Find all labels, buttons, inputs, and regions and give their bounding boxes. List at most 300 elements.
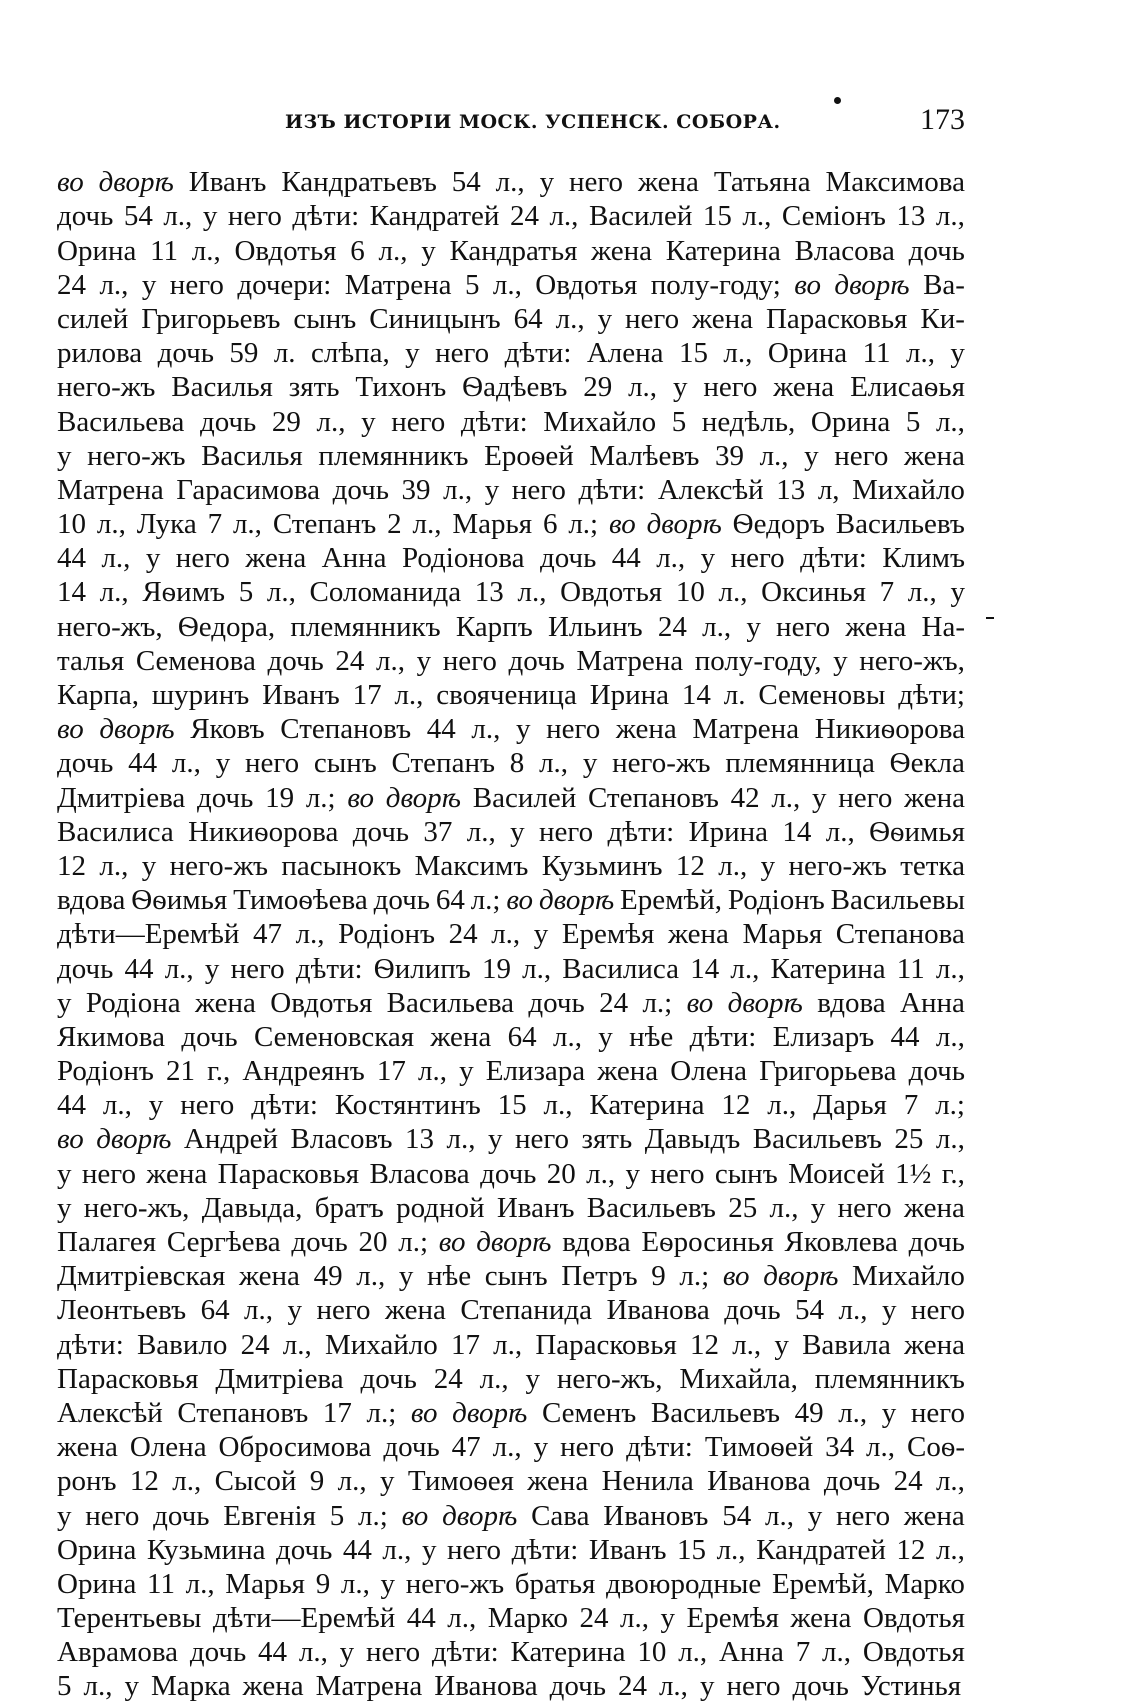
word: у	[148, 1089, 164, 1122]
word: жена	[615, 713, 677, 746]
word: дворѣ	[538, 884, 615, 917]
word: шуринъ	[151, 679, 250, 711]
word: 44	[57, 542, 86, 575]
word: л.,	[730, 952, 760, 985]
word: Максимъ	[414, 849, 529, 882]
word: жена	[195, 986, 256, 1019]
word: 5	[57, 1670, 72, 1703]
word: л.,	[678, 1636, 708, 1669]
word: Орина	[810, 405, 891, 438]
word: жена	[904, 1328, 965, 1361]
word: Степанида	[460, 1294, 592, 1327]
word: у	[339, 1636, 355, 1669]
word: него	[169, 268, 224, 301]
word: него	[446, 1533, 502, 1566]
word: жена	[527, 1465, 589, 1498]
word: Иванъ	[588, 1533, 667, 1566]
word: Соѳ-	[907, 1431, 965, 1464]
word: л.,	[298, 1636, 328, 1669]
text-line	[57, 949, 965, 983]
text-line	[57, 813, 965, 847]
word: л.,	[586, 1157, 616, 1190]
word: Парасковья	[765, 302, 908, 335]
body-text	[57, 163, 965, 1701]
word: л.,	[935, 1465, 965, 1498]
word: Иванова	[707, 1465, 811, 1498]
word: Палагея	[57, 1226, 157, 1258]
word: Марья	[742, 918, 823, 951]
word: Ирина	[589, 679, 670, 711]
word: Еремѣя	[561, 918, 655, 951]
word: 54	[722, 1499, 752, 1532]
word: у	[202, 200, 218, 233]
word: жена	[239, 1260, 300, 1293]
word: Евгенія	[223, 1499, 316, 1532]
word: дочь	[57, 200, 114, 233]
word: племянница	[725, 747, 875, 780]
word: 47	[252, 918, 282, 951]
word: л.,	[522, 952, 552, 985]
word: него	[180, 1089, 235, 1122]
word: него-жъ,	[83, 1191, 190, 1224]
word: л.,	[658, 1670, 688, 1703]
word: у	[746, 610, 761, 643]
text-line	[57, 231, 965, 265]
word: Кандратья	[449, 234, 578, 267]
text-line	[57, 984, 965, 1018]
text-line	[57, 778, 965, 812]
word: Оксинья	[761, 576, 866, 609]
text-line	[57, 163, 965, 197]
word: 24	[657, 610, 687, 643]
word: На-	[921, 610, 965, 643]
word: Родіона	[85, 986, 181, 1019]
word: л.,	[759, 439, 789, 472]
word: него	[625, 302, 680, 335]
text-line	[57, 1496, 965, 1530]
word: 44	[258, 1636, 288, 1669]
word: сынъ	[484, 1260, 548, 1293]
word: Еремѣй,	[771, 1567, 874, 1600]
word: 15	[678, 337, 708, 370]
word: л.	[723, 679, 746, 711]
word: у	[625, 1157, 640, 1190]
word: 11	[147, 1567, 175, 1600]
word: него-жъ,	[859, 644, 965, 677]
text-line	[57, 1325, 965, 1359]
word: у	[124, 1670, 139, 1703]
word: л.,	[479, 1362, 509, 1395]
word: жена	[637, 166, 699, 199]
word: у	[57, 439, 72, 472]
word: 44	[890, 1020, 920, 1053]
text-line	[57, 1257, 965, 1291]
word: л.,	[493, 1328, 523, 1361]
word: него	[726, 1670, 781, 1703]
word: 8	[509, 747, 525, 780]
word: Овдотья	[862, 1636, 965, 1669]
word: Яѳимъ	[142, 576, 226, 609]
word: л.,	[628, 371, 658, 404]
word: л.,	[822, 1636, 852, 1669]
word: дѣти:	[607, 815, 675, 848]
word: у	[812, 781, 827, 814]
word: Ва-	[923, 268, 965, 301]
text-line	[57, 642, 965, 676]
word: 14	[782, 815, 812, 848]
word: у	[881, 1396, 897, 1429]
word: дочь	[908, 234, 965, 267]
word: л.,	[620, 1602, 649, 1635]
word: л.,	[96, 508, 126, 541]
word: 11	[862, 337, 891, 370]
word: 54	[795, 1294, 825, 1327]
word: л.,	[838, 1294, 868, 1327]
word: л.,	[905, 337, 935, 370]
word: у	[361, 405, 376, 438]
word: 9	[315, 1567, 331, 1600]
word: Василиса	[562, 952, 679, 985]
word: у	[487, 1123, 503, 1156]
word: во	[57, 713, 84, 746]
word: дворѣ	[727, 986, 803, 1019]
word: 44	[611, 542, 641, 575]
word: 10	[637, 1636, 667, 1669]
word: Степановъ	[587, 781, 719, 814]
text-line	[57, 1565, 965, 1599]
word: л.,	[282, 1328, 312, 1361]
word: Елисаѳья	[850, 371, 965, 404]
word: во	[794, 268, 821, 301]
word: во	[401, 1499, 429, 1532]
word: у	[833, 644, 848, 677]
word: жена	[591, 234, 653, 267]
word: Степановъ	[280, 713, 412, 746]
word: л.,	[764, 1499, 794, 1532]
word: Михайла,	[679, 1362, 798, 1395]
word: 64	[435, 884, 465, 917]
word: 14	[57, 576, 86, 609]
word: него	[730, 542, 785, 575]
word: Якимова	[57, 1020, 165, 1053]
word: 10	[57, 508, 86, 541]
word: 24	[599, 986, 629, 1019]
word: жена	[57, 1431, 118, 1464]
text-line	[57, 402, 965, 436]
word: Семеновская	[253, 1020, 415, 1053]
word: Орина	[57, 1533, 137, 1566]
word: л.;	[568, 508, 599, 541]
word: л.,	[866, 1431, 896, 1464]
word: 49	[794, 1396, 824, 1429]
word: дѣти:	[626, 1431, 693, 1464]
word: Парасковья	[217, 1157, 360, 1190]
word: л.,	[723, 337, 753, 370]
word: него-жъ	[612, 747, 711, 780]
word: Родіонова	[401, 542, 525, 575]
word: у	[416, 644, 432, 677]
word: дворѣ	[834, 268, 910, 301]
word: 12	[896, 1533, 926, 1566]
word: него	[703, 371, 758, 404]
word: него	[442, 644, 497, 677]
word: л.,	[935, 405, 965, 438]
word: Анна	[719, 1636, 784, 1669]
word: г.,	[941, 1157, 965, 1190]
word: 12	[675, 849, 705, 882]
word: 54	[451, 166, 481, 199]
word: 7	[903, 1089, 919, 1122]
word: дѣти;	[898, 679, 965, 711]
word: у	[700, 542, 716, 575]
word: Ки-	[920, 302, 965, 335]
word: него-жъ	[57, 371, 156, 404]
word: нѣе	[629, 1020, 674, 1053]
word: него	[546, 713, 601, 746]
word: нѣе	[426, 1260, 472, 1293]
word: полу-году,	[694, 644, 822, 677]
word: Костянтинъ	[334, 1089, 481, 1122]
word: у	[597, 302, 613, 335]
word: у	[204, 952, 220, 985]
word: л.,	[244, 1294, 274, 1327]
word: л.,	[418, 1055, 448, 1088]
word: Давыдъ	[644, 1123, 741, 1156]
word: дѣти:	[800, 542, 867, 575]
word: жена	[903, 439, 965, 472]
word: него-жъ,	[57, 610, 163, 643]
word: Кузьмина	[146, 1533, 266, 1566]
word: л.,	[825, 815, 855, 848]
word: рилова	[57, 337, 143, 370]
word: у	[699, 1670, 715, 1703]
word: него	[316, 1294, 371, 1327]
word: силей	[57, 302, 129, 335]
word: дворѣ	[442, 1499, 518, 1532]
text-line	[57, 1154, 965, 1188]
word: 12	[57, 849, 86, 882]
word: во	[722, 1260, 750, 1293]
word: Терентьевы	[57, 1602, 202, 1635]
word: у	[421, 1533, 437, 1566]
word: л.,	[191, 234, 221, 267]
word: Матрена	[315, 1670, 423, 1703]
word: Катерина	[770, 952, 886, 985]
word: 7	[207, 508, 223, 541]
word: л.;	[358, 1499, 388, 1532]
word: зять	[581, 1123, 633, 1156]
word: л.,	[101, 542, 131, 575]
word: 13	[776, 473, 806, 506]
word: сынъ	[714, 1157, 778, 1190]
word: него-жъ	[405, 1567, 505, 1600]
word: л.,	[716, 1533, 746, 1566]
word: л.,	[185, 1567, 215, 1600]
word: Семеновы	[758, 679, 886, 711]
word: жена	[245, 542, 307, 575]
word: Марко	[884, 1567, 965, 1600]
word: 39	[714, 439, 744, 472]
word: л.,	[316, 405, 346, 438]
word: жена	[667, 918, 729, 951]
text-line	[57, 1667, 965, 1701]
word: дочь	[908, 1226, 965, 1258]
word: 24	[335, 644, 365, 677]
word: у	[287, 1294, 302, 1327]
word: Кандратей	[756, 1533, 886, 1566]
word: 47	[451, 1431, 481, 1464]
word: Васильевы	[830, 884, 965, 917]
word: Орина	[57, 1567, 137, 1600]
word: пасынокъ	[281, 849, 402, 882]
word: во	[438, 1226, 466, 1258]
text-line	[57, 1223, 965, 1257]
word: 13	[405, 1123, 435, 1156]
word: Овдотья	[270, 986, 373, 1019]
word: него	[85, 1499, 140, 1532]
word: л.;	[470, 884, 501, 917]
word: у	[807, 1499, 823, 1532]
word: Карпа,	[57, 679, 139, 711]
word: л.,	[935, 200, 965, 233]
word: Васильевъ	[650, 1396, 781, 1429]
text-line	[57, 1189, 965, 1223]
word: Власовъ	[290, 1123, 393, 1156]
text-line	[57, 1428, 965, 1462]
word: Никиѳорова	[188, 815, 339, 848]
word: 7	[879, 576, 895, 609]
text-line	[57, 368, 965, 402]
word: у	[582, 747, 598, 780]
word: него	[435, 337, 490, 370]
word: Василиса	[57, 815, 174, 848]
word: л.,	[907, 576, 937, 609]
word: него	[568, 166, 624, 199]
word: у	[660, 1602, 675, 1635]
word: у	[380, 1567, 396, 1600]
word: 24	[579, 1602, 609, 1635]
word: л.,	[378, 234, 408, 267]
word: л.,	[718, 576, 748, 609]
word: у	[672, 371, 688, 404]
word: братья	[514, 1567, 596, 1600]
word: л.,	[543, 1089, 573, 1122]
word: Алексѣй	[57, 1396, 163, 1429]
word: племянникъ	[318, 439, 469, 472]
word: у	[598, 1020, 613, 1053]
text-line	[57, 1052, 965, 1086]
word: Власова	[794, 234, 895, 267]
text-line	[57, 710, 965, 744]
word: Матрена	[57, 473, 164, 506]
word: Михайло	[324, 1328, 438, 1361]
word: 29	[271, 405, 301, 438]
word: л.,	[163, 200, 193, 233]
word: сынъ	[313, 747, 377, 780]
text-line	[57, 1120, 965, 1154]
text-line	[57, 471, 965, 505]
word: дочь	[823, 1465, 881, 1498]
word: Яковъ	[190, 713, 265, 746]
word: тетка	[900, 849, 965, 882]
word: 20	[358, 1226, 388, 1258]
text-line	[57, 1291, 965, 1325]
word: у	[57, 986, 72, 1019]
word: жена	[597, 1055, 659, 1088]
word: л.,	[471, 713, 501, 746]
word: дѣти:	[57, 1328, 124, 1361]
word: Кандратей	[369, 200, 500, 233]
word: 44	[406, 1602, 436, 1635]
word: вдова	[817, 986, 886, 1019]
word: дѣти:	[251, 1089, 318, 1122]
word: л.,	[443, 473, 473, 506]
word: 5	[329, 1499, 345, 1532]
word: дочь	[189, 1636, 247, 1669]
word: Иванъ	[262, 679, 340, 711]
word: двоюродные	[606, 1567, 762, 1600]
word: 64	[200, 1294, 230, 1327]
text-line	[57, 539, 965, 573]
word: у	[141, 268, 157, 301]
word: жена	[790, 1602, 852, 1635]
word: него	[175, 542, 230, 575]
word: него	[511, 473, 566, 506]
text-line	[57, 1360, 965, 1394]
word: л.,	[517, 576, 547, 609]
word: Сергѣева	[166, 1226, 281, 1258]
text-line	[57, 1462, 965, 1496]
word: Дмитріева	[215, 1362, 344, 1395]
word: л.,	[232, 508, 262, 541]
word: дворѣ	[763, 1260, 839, 1293]
word: л.,	[340, 1567, 370, 1600]
word: Иванъ	[188, 166, 267, 199]
text-line	[57, 300, 965, 334]
word: у	[533, 918, 549, 951]
text-line	[57, 1394, 965, 1428]
word: дѣти:	[689, 1020, 757, 1053]
word: у	[57, 1157, 72, 1190]
word: него	[838, 781, 893, 814]
word: него	[650, 1157, 705, 1190]
word: Ѳедоръ	[732, 508, 825, 541]
word: него	[514, 1123, 570, 1156]
word: 6	[542, 508, 558, 541]
word: Сысой	[214, 1465, 297, 1498]
word: 25	[894, 1123, 924, 1156]
word: дворѣ	[96, 1123, 172, 1156]
word: Катерина	[510, 1636, 626, 1669]
word: л.,	[555, 302, 585, 335]
word: л.,	[295, 918, 325, 951]
text-line	[57, 1086, 965, 1120]
word: л.,	[99, 849, 129, 882]
word: дочь	[332, 473, 389, 506]
word: 12	[721, 1089, 751, 1122]
word: Ероѳей	[484, 439, 574, 472]
text-line	[57, 847, 965, 881]
word: Гарасимова	[176, 473, 321, 506]
word: Родіонъ	[727, 884, 825, 917]
word: Василья	[201, 439, 303, 472]
word: Матрена	[692, 713, 800, 746]
word: л.,	[102, 1089, 132, 1122]
word: 44	[124, 952, 154, 985]
word: Малѣевъ	[589, 439, 700, 472]
text-line	[57, 1599, 965, 1633]
word: Ирина	[688, 815, 768, 848]
